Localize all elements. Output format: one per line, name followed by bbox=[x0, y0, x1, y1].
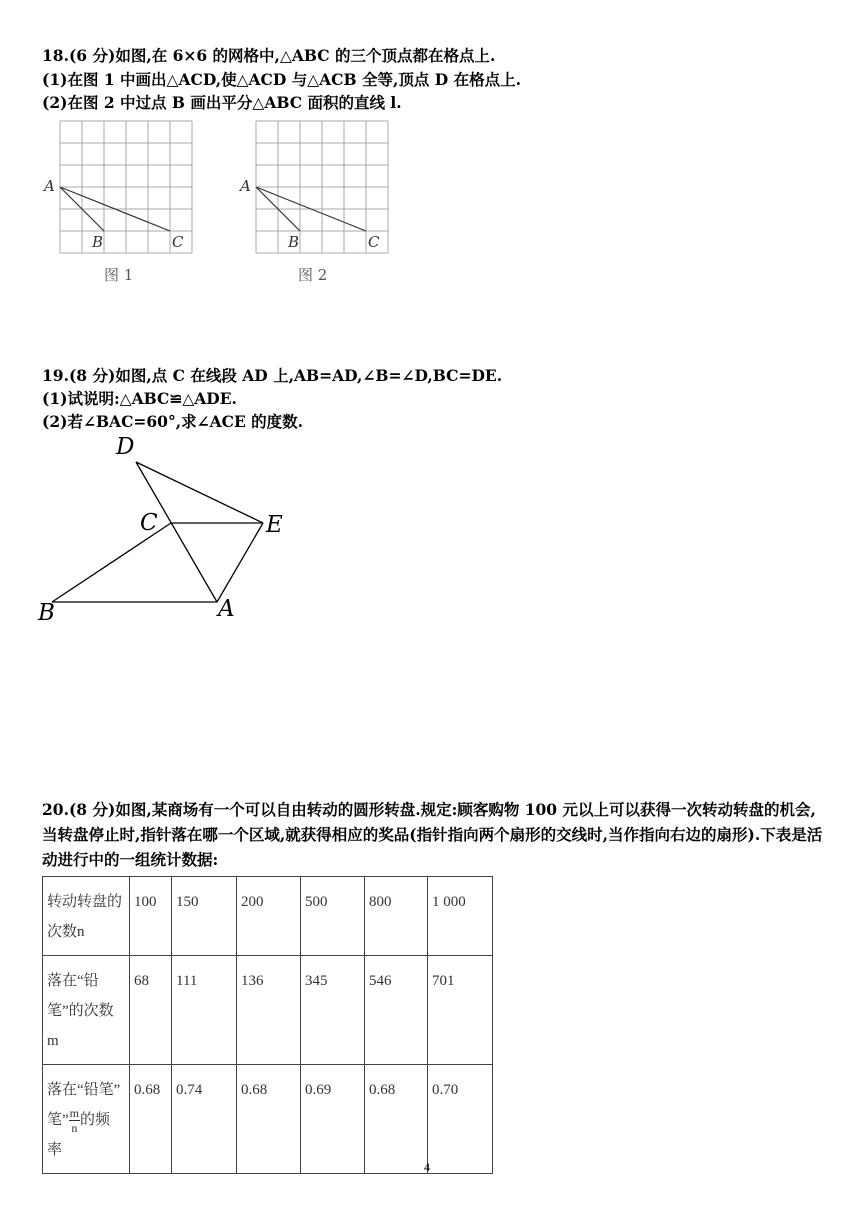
table-row bbox=[43, 1065, 493, 1174]
figure-2-label-c: C bbox=[368, 233, 380, 251]
row-header-m: 落在“铅笔”的次数m bbox=[43, 956, 130, 1065]
row-header-n: 转动转盘的次数n bbox=[43, 877, 130, 956]
table-row bbox=[43, 877, 493, 956]
table-cell: 100 bbox=[130, 877, 172, 956]
figure-2-label-a: A bbox=[240, 177, 251, 195]
q19-figure bbox=[30, 430, 310, 630]
table-cell: 0.68 bbox=[237, 1065, 301, 1174]
q20-stem: 20.(8 分)如图,某商场有一个可以自由转动的圆形转盘.规定:顾客购物 100 元以上可以获得一次转动转盘的机会,当转盘停止时,指针落在哪一个区域,就获得相应的奖品(指针指向两个扇形的交线时,当作指向右边的扇形).下表是活动进行中的一组统计数据: bbox=[42, 800, 823, 869]
q19-label-c: C bbox=[140, 510, 158, 536]
q19-part1: (1)试说明:△ABC≌△ADE. bbox=[42, 389, 237, 408]
figure-1-caption: 图 1 bbox=[104, 266, 134, 284]
figure-2-caption: 图 2 bbox=[298, 266, 328, 284]
q19-label-a: A bbox=[218, 596, 235, 622]
q18-part1: (1)在图 1 中画出△ACD,使△ACD 与△ACB 全等,顶点 D 在格点上. bbox=[42, 70, 522, 89]
table-cell: 111 bbox=[172, 956, 237, 1065]
figure-2-label-b: B bbox=[288, 233, 300, 251]
table-row bbox=[43, 956, 493, 1065]
table-cell: 800 bbox=[365, 877, 428, 956]
fraction-numerator: m bbox=[69, 1106, 80, 1121]
statistics-table bbox=[42, 876, 493, 1174]
table-cell: 68 bbox=[130, 956, 172, 1065]
row-header-frequency-end: 率 bbox=[47, 1142, 63, 1159]
table-cell: 0.68 bbox=[365, 1065, 428, 1174]
table-cell: 136 bbox=[237, 956, 301, 1065]
table-cell: 150 bbox=[172, 877, 237, 956]
fraction-m-n bbox=[69, 1106, 80, 1135]
fraction-denominator: n bbox=[71, 1121, 78, 1136]
q18-part2: (2)在图 2 中过点 B 画出平分△ABC 面积的直线 l. bbox=[42, 93, 402, 112]
row-header-frequency-prefix: 落在“铅笔” bbox=[47, 1082, 121, 1098]
table-cell: 200 bbox=[237, 877, 301, 956]
q19-label-d: D bbox=[116, 434, 135, 460]
table-cell: 345 bbox=[301, 956, 365, 1065]
q18-figures bbox=[36, 114, 416, 294]
table-cell: 0.69 bbox=[301, 1065, 365, 1174]
page-number: 4 bbox=[424, 1160, 430, 1174]
figure-1-label-a: A bbox=[44, 177, 55, 195]
row-header-frequency: 落在“铅笔” 笔” $\frac{m}{n}$ 的频 率 bbox=[43, 1065, 130, 1174]
q19-label-e: E bbox=[266, 512, 283, 538]
figure-1-label-c: C bbox=[172, 233, 184, 251]
table-cell: 1 000 bbox=[428, 877, 493, 956]
table-cell: 0.70 bbox=[428, 1065, 493, 1174]
q18-stem: 18.(6 分)如图,在 6×6 的网格中,△ABC 的三个顶点都在格点上. bbox=[42, 46, 496, 65]
row-header-frequency-suffix: 的频 bbox=[80, 1112, 111, 1128]
q19-label-b: B bbox=[38, 600, 55, 626]
q19-part2: (2)若∠BAC=60°,求∠ACE 的度数. bbox=[42, 412, 304, 431]
table-cell: 0.68 bbox=[130, 1065, 172, 1174]
table-cell: 0.74 bbox=[172, 1065, 237, 1174]
table-cell: 546 bbox=[365, 956, 428, 1065]
figure-1-label-b: B bbox=[92, 233, 104, 251]
q19-stem: 19.(8 分)如图,点 C 在线段 AD 上,AB=AD,∠B=∠D,BC=DE. bbox=[42, 366, 503, 385]
table-cell: 701 bbox=[428, 956, 493, 1065]
table-cell: 500 bbox=[301, 877, 365, 956]
